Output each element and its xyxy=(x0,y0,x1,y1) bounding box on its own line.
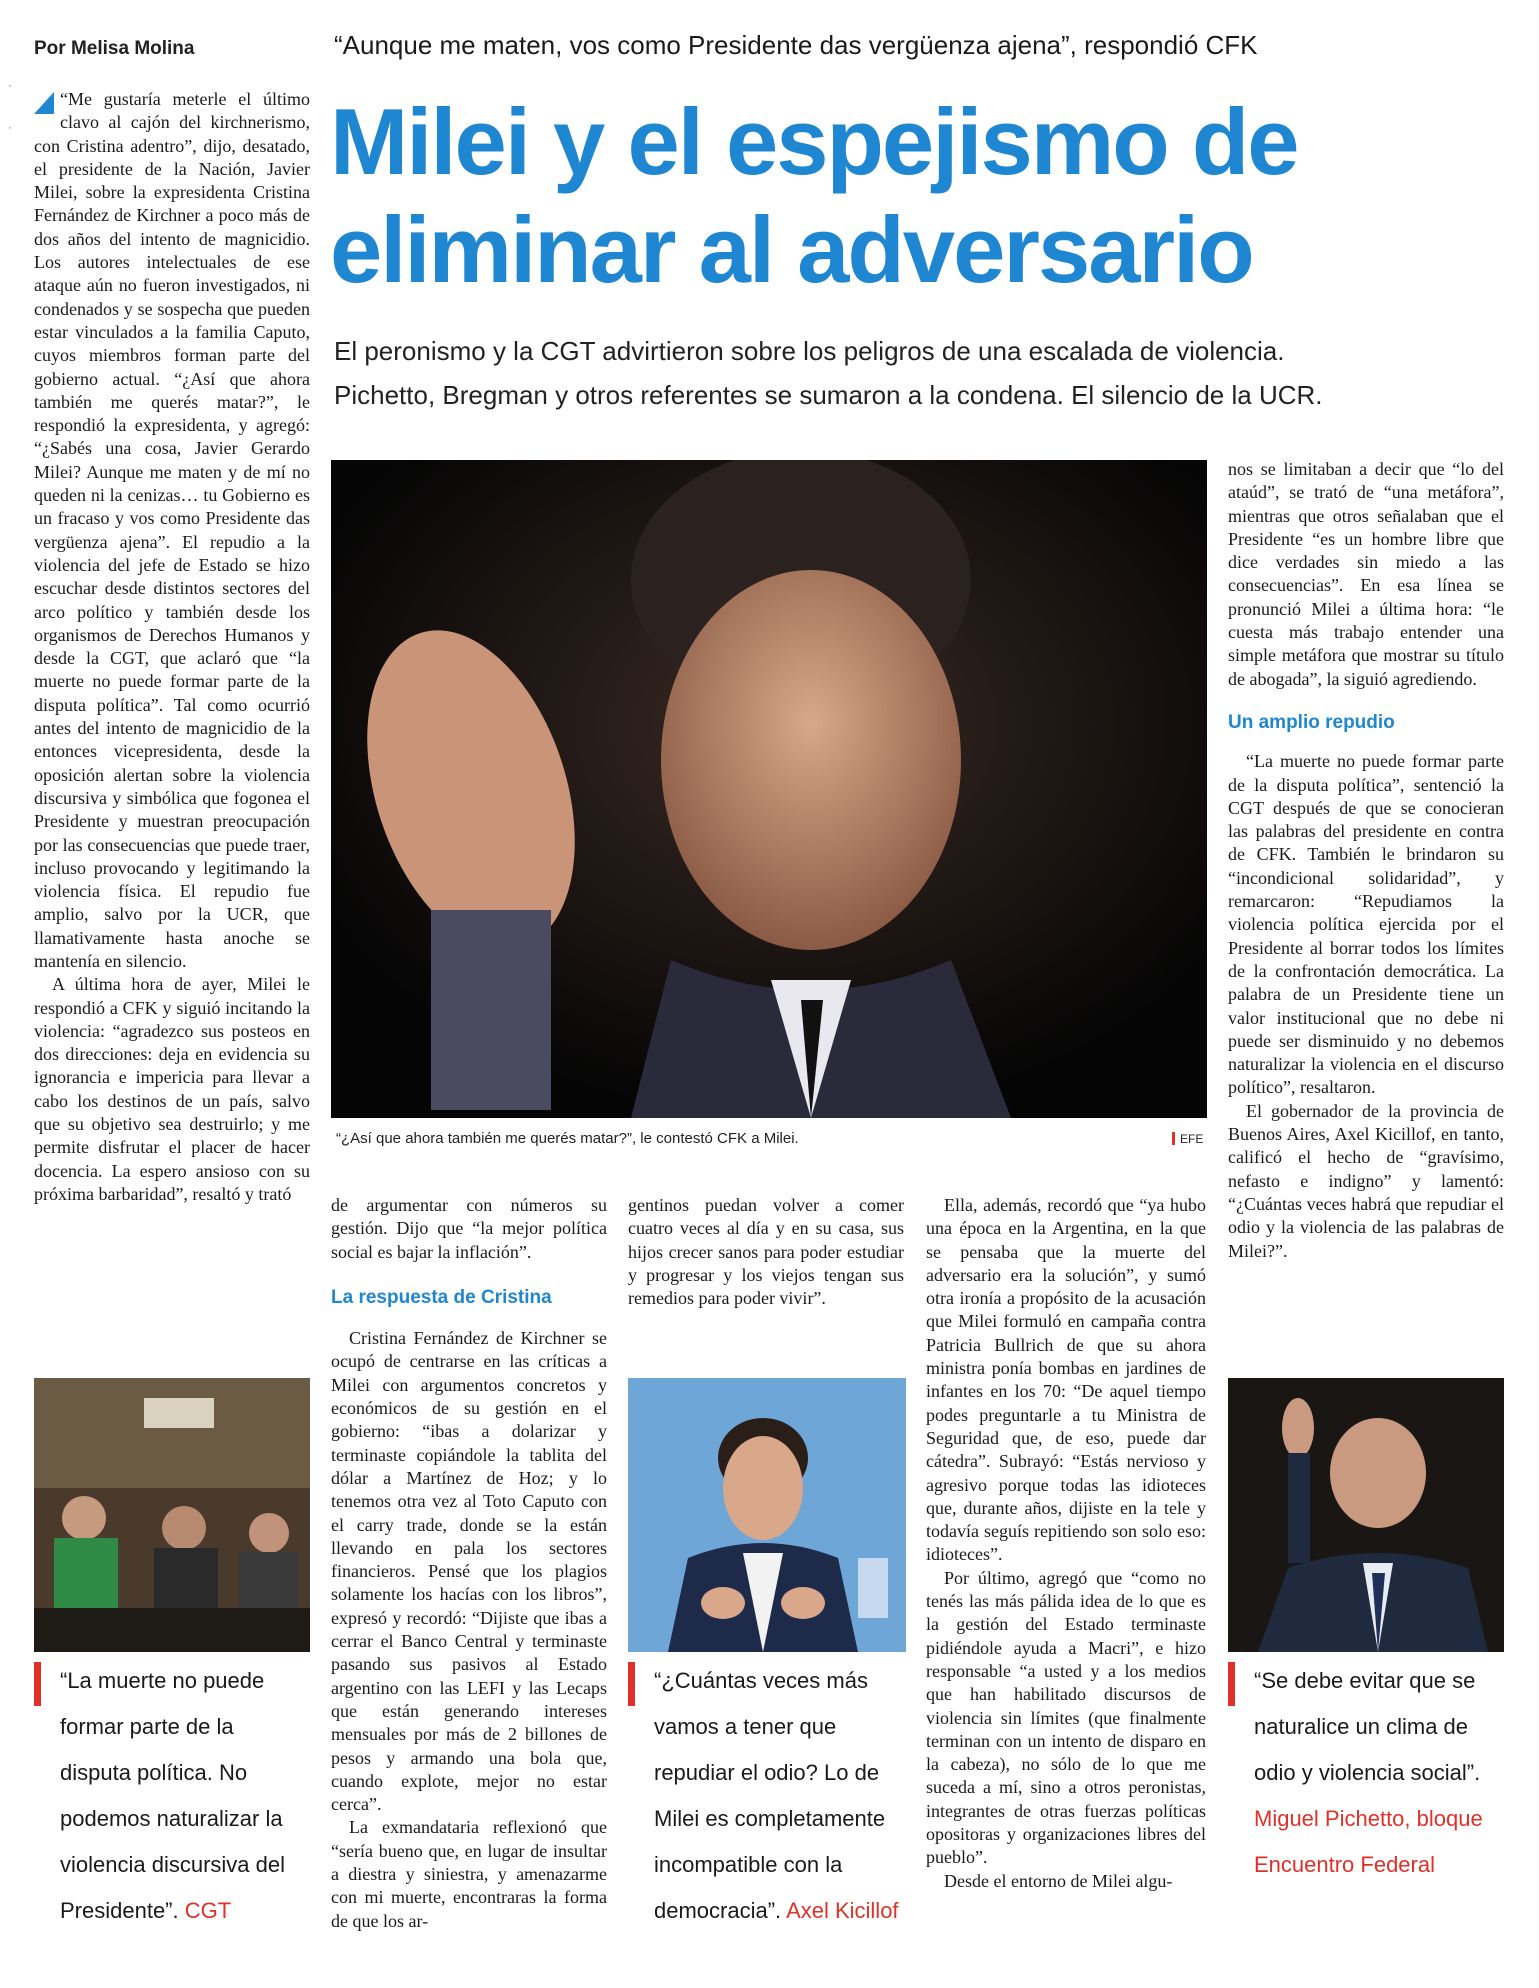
cgt-photo xyxy=(34,1378,310,1652)
pull-quote-text: “Se debe evitar que se naturalice un clima de odio y violencia social”. xyxy=(1254,1668,1481,1785)
pull-quote-source: Miguel Pichetto, bloque Encuentro Federal xyxy=(1254,1806,1483,1877)
pichetto-photo xyxy=(1228,1378,1504,1652)
subhead-respuesta: La respuesta de Cristina xyxy=(331,1286,552,1308)
pull-quote-pichetto xyxy=(1254,1658,1506,1888)
deck-line-1: El peronismo y la CGT advirtieron sobre los peligros de una escalada de violencia. xyxy=(334,336,1285,366)
byline: Por Melisa Molina xyxy=(34,38,195,59)
pull-quote-kicillof xyxy=(654,1658,906,1934)
article-column-5 xyxy=(1228,458,1504,1338)
headline-line-2: eliminar al adversario xyxy=(330,197,1253,302)
pichetto-portrait-icon xyxy=(1228,1378,1504,1652)
quote-marker-icon xyxy=(34,1662,41,1706)
quote-marker-icon xyxy=(1228,1662,1235,1706)
kicker: “Aunque me maten, vos como Presidente das vergüenza ajena”, respondió CFK xyxy=(334,30,1258,60)
credit-text: EFE xyxy=(1180,1132,1204,1146)
body-paragraph: Ella, además, recordó que “ya hubo una época en la Argentina, en la que se pensaba que la muerte del adversario era la solución”, y sumó otra ironía a propósito de la acusación que Milei formuló en campaña contra Patricia Bullrich de que su ahora ministra ponía bombas en jardines de infantes en los 70: “De aquel tiempo podes preguntarle a tu Ministra de Seguridad que, de eso, puede dar cátedra”. Subrayó: “Estás nervioso y agresivo porque todas las idioteces que, durante años, dijiste en la tele y todavía seguís repitiendo son solo eso: idioteces”. xyxy=(926,1195,1206,1565)
headline xyxy=(330,88,1520,304)
article-column-4 xyxy=(926,1194,1206,1964)
credit-bar-icon xyxy=(1172,1132,1175,1145)
body-paragraph: Por último, agregó que “como no tenés las más pálida idea de lo que es la gestión del Estado terminaste pidiéndole ayuda a Macri”, e hizo responsable “a usted y a los medios que han habilitado discursos de violencia sin límites (que finalmente terminan con un intento de disparo en la cabeza), no sólo de lo que me suceda a mí, sino a otros peronistas, integrantes de otras fuerzas políticas opositoras y organizaciones libres del pueblo”. xyxy=(926,1567,1206,1868)
pull-quote-cgt xyxy=(60,1658,310,1934)
body-paragraph: Cristina Fernández de Kirchner se ocupó de centrarse en las críticas a Milei con argumentos concretos y económicos de su gestión en el gobierno: “ibas a dolarizar y terminaste copiándole la tablita del dólar a Martínez de Hoz; y lo tenemos otra vez al Toto Caputo con el carry trade, donde se la están llevando en pala los sectores financieros. Pensé que los plagios solamente los hacías con los libros”, expresó y recordó: “Dijiste que ibas a cerrar el Banco Central y terminaste pasando sus pasivos al Estado argentino con las LEFI y las Lecaps que están generando intereses mensuales por más de 2 billones de pesos y armando una bola que, cuando explote, mejor no estar cerca”. xyxy=(331,1328,607,1815)
deck-line-2: Pichetto, Bregman y otros referentes se sumaron a la condena. El silencio de la UCR. xyxy=(334,380,1323,410)
crop-mark: · xyxy=(8,78,12,92)
pull-quote-text: “La muerte no puede formar parte de la disputa política. No podemos naturalizar la violencia discursiva del Presidente”. xyxy=(60,1668,285,1923)
milei-portrait-icon xyxy=(331,460,1207,1118)
body-paragraph: El gobernador de la provincia de Buenos Aires, Axel Kicillof, en tanto, calificó el hecho de “gravísimo, nefasto e indigno” y lamentó: “¿Cuántas veces habrá que repudiar el odio y la violencia de las palabras de Milei?”. xyxy=(1228,1100,1504,1261)
headline-line-1: Milei y el espejismo de xyxy=(330,89,1298,194)
pull-quote-source: Axel Kicillof xyxy=(786,1898,899,1923)
body-paragraph: de argumentar con números su gestión. Dijo que “la mejor política social es bajar la inflación”. xyxy=(331,1195,607,1262)
body-paragraph: La exmandataria reflexionó que “sería bueno que, en lugar de insultar a diestra y siniestra, y amenazarme con mi muerte, encontraras la forma de que los ar- xyxy=(331,1817,607,1931)
cgt-press-conference-icon xyxy=(34,1378,310,1652)
body-paragraph: A última hora de ayer, Milei le respondió a CFK y siguió incitando la violencia: “agradezco sus posteos en dos direcciones: deja en evidencia su ignorancia e impericia para llevar a cabo los destinos de un país, salvo que su objetivo sea destruirlo; y me permite disfrutar el placer de hacer docencia. La espero ansioso con su próxima barbaridad”, resaltó y trató xyxy=(34,974,310,1204)
body-paragraph: “La muerte no puede formar parte de la disputa política”, sentenció la CGT después de que se conocieran las palabras del presidente en contra de CFK. También le brindaron su “incondicional solidaridad”, y remarcaron: “Repudiamos la violencia política ejercida por el Presidente al borrar todos los límites de la confrontación democrática. La palabra de un Presidente tiene un valor institucional que no debe ni puede ser disminuido y no debemos naturalizar la violencia en el discurso político”, resaltaron. xyxy=(1228,751,1504,1098)
main-photo xyxy=(331,460,1207,1118)
pull-quote-text: “¿Cuántas veces más vamos a tener que repudiar el odio? Lo de Milei es completamente incompatible con la democracia”. xyxy=(654,1668,886,1923)
body-paragraph: “Me gustaría meterle el último clavo al cajón del kirchnerismo, con Cristina adentro”, dijo, desatado, el presidente de la Nación, Javier Milei, sobre la expresidenta Cristina Fernández de Kirchner a poco más de dos años del intento de magnicidio. Los autores intelectuales de ese ataque aún no fueron investigados, ni condenados y se sospecha que pueden estar vinculados a la familia Caputo, cuyos miembros forman parte del gobierno actual. “¿Así que ahora también me querés matar?”, le respondió la expresidenta, y agregó: “¿Sabés una cosa, Javier Gerardo Milei? Aunque me maten y de mí no queden ni la cenizas… tu Gobierno es un fracaso y vos como Presidente das vergüenza ajena”. El repudio a la violencia del jefe de Estado se hizo escuchar desde distintos sectores del arco político y también desde los organismos de Derechos Humanos y desde la CGT, que aclaró que “la muerte no puede formar parte de la disputa política”. Tal como ocurrió antes del intento de magnicidio de la entonces vicepresidenta, desde la oposición alertan sobre la violencia discursiva y simbólica que fogonea el Presidente y muestran preocupación por las consecuencias que puede traer, incluso provocando y legitimando la violencia física. El repudio fue amplio, salvo por la UCR, que llamativamente hasta anoche se mantenía en silencio. xyxy=(34,89,310,971)
drop-mark-icon xyxy=(34,92,54,114)
kicillof-photo xyxy=(628,1378,906,1652)
pull-quote-source: CGT xyxy=(184,1898,232,1923)
main-photo-caption: “¿Así que ahora también me querés matar?”, le contestó CFK a Milei. xyxy=(336,1130,799,1147)
body-paragraph: nos se limitaban a decir que “lo del ataúd”, se trató de “una metáfora”, mientras que otros señalaban que el Presidente “es un hombre libre que dice verdades sin miedo a las consecuencias”. En esa línea se pronunció Milei a última hora: “le cuesta más trabajo entender una simple metáfora que mostrar su título de abogada”, la siguió agrediendo. xyxy=(1228,459,1504,689)
crop-mark: · xyxy=(8,120,12,134)
article-column-3 xyxy=(628,1194,904,1334)
quote-marker-icon xyxy=(628,1662,635,1706)
body-paragraph: gentinos puedan volver a comer cuatro veces al día y en su casa, sus hijos crecer sanos para poder estudiar y progresar y los viejos tengan sus remedios para poder vivir”. xyxy=(628,1195,904,1309)
main-photo-credit xyxy=(1172,1132,1203,1146)
subhead-repudio: Un amplio repudio xyxy=(1228,711,1395,733)
kicillof-portrait-icon xyxy=(628,1378,906,1652)
body-paragraph: Desde el entorno de Milei algu- xyxy=(944,1870,1173,1891)
article-column-2 xyxy=(331,1194,607,1964)
article-column-1 xyxy=(34,88,310,1368)
